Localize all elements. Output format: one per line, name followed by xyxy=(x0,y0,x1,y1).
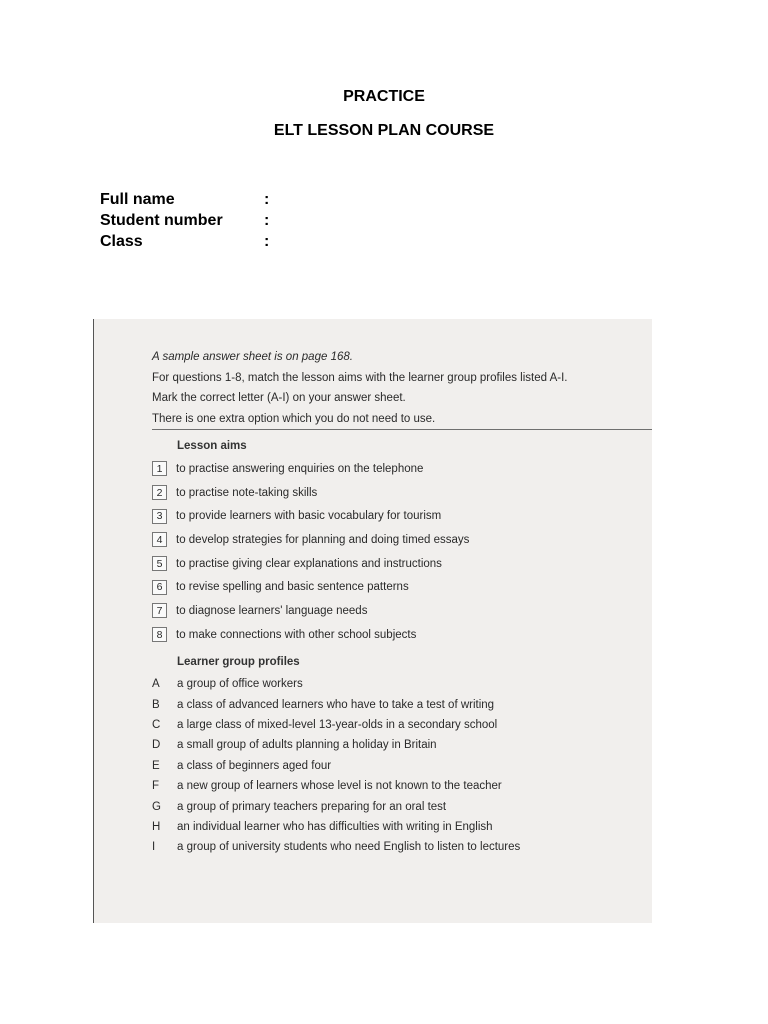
student-info xyxy=(100,189,284,252)
aim-text: to develop strategies for planning and doing timed essays xyxy=(176,533,470,546)
aim-text: to practise giving clear explanations and instructions xyxy=(176,557,442,570)
full-name-row xyxy=(100,189,284,210)
aim-number-box: 2 xyxy=(152,485,167,500)
profile-item xyxy=(152,674,520,694)
aim-text: to diagnose learners' language needs xyxy=(176,604,368,617)
profile-text: a class of beginners aged four xyxy=(177,759,332,772)
profile-letter: C xyxy=(152,718,161,731)
aim-text: to practise answering enquiries on the telephone xyxy=(176,462,424,475)
aim-text: to revise spelling and basic sentence patterns xyxy=(176,581,409,594)
page-subtitle: ELT LESSON PLAN COURSE xyxy=(273,122,495,139)
profile-item xyxy=(152,694,520,714)
profile-letter: H xyxy=(152,820,161,833)
class-label: Class xyxy=(100,233,143,250)
aim-text: to practise note-taking skills xyxy=(176,486,318,499)
profile-text: an individual learner who has difficulties with writing in English xyxy=(177,820,493,833)
profile-text: a large class of mixed-level 13-year-olds in a secondary school xyxy=(177,718,498,731)
page-title: PRACTICE xyxy=(343,88,425,105)
profile-item xyxy=(152,817,520,837)
profile-item xyxy=(152,735,520,755)
profile-text: a small group of adults planning a holiday in Britain xyxy=(177,739,437,752)
aim-item xyxy=(152,457,469,481)
profile-text: a group of university students who need English to listen to lectures xyxy=(177,841,521,854)
scanned-exercise xyxy=(93,319,652,923)
instruction-line: A sample answer sheet is on page 168. xyxy=(152,351,353,363)
class-colon: : xyxy=(264,233,270,250)
aim-item xyxy=(152,599,469,623)
aim-number-box: 6 xyxy=(152,580,167,595)
instruction-line: For questions 1-8, match the lesson aims with the learner group profiles listed A-I. xyxy=(152,371,568,384)
profile-letter: G xyxy=(152,800,161,813)
aim-item xyxy=(152,481,469,505)
profile-letter: D xyxy=(152,739,161,752)
aim-item xyxy=(152,623,469,647)
aim-number-box: 7 xyxy=(152,603,167,618)
full-name-label: Full name xyxy=(100,191,175,208)
aim-number-box: 5 xyxy=(152,556,167,571)
aim-item xyxy=(152,575,469,599)
profile-text: a group of office workers xyxy=(177,678,303,691)
instruction-line: There is one extra option which you do not need to use. xyxy=(152,412,436,425)
aims-heading: Lesson aims xyxy=(177,440,247,452)
student-number-colon: : xyxy=(264,212,270,229)
profile-item xyxy=(152,837,520,857)
aim-item xyxy=(152,528,469,552)
profile-item xyxy=(152,715,520,735)
aim-number-box: 8 xyxy=(152,627,167,642)
profile-item xyxy=(152,756,520,776)
profile-item xyxy=(152,776,520,796)
aim-number-box: 3 xyxy=(152,509,167,524)
divider xyxy=(152,429,652,430)
instruction-line: Mark the correct letter (A-I) on your answer sheet. xyxy=(152,392,406,404)
profile-item xyxy=(152,796,520,816)
class-row xyxy=(100,231,284,252)
profiles-heading: Learner group profiles xyxy=(177,656,300,668)
student-number-row xyxy=(100,210,284,231)
instructions xyxy=(152,347,567,429)
aim-item xyxy=(152,504,469,528)
full-name-colon: : xyxy=(264,191,270,208)
profile-letter: I xyxy=(152,841,156,854)
profile-text: a new group of learners whose level is not known to the teacher xyxy=(177,780,502,793)
profile-text: a group of primary teachers preparing for an oral test xyxy=(177,800,447,813)
aim-text: to provide learners with basic vocabulary for tourism xyxy=(176,510,442,523)
profile-letter: E xyxy=(152,759,160,772)
profile-letter: A xyxy=(152,678,160,691)
aim-item xyxy=(152,552,469,576)
profile-letter: F xyxy=(152,780,160,793)
aim-number-box: 4 xyxy=(152,532,167,547)
aims-list xyxy=(152,457,469,647)
profile-letter: B xyxy=(152,698,160,711)
aim-number-box: 1 xyxy=(152,461,167,476)
profile-text: a class of advanced learners who have to take a test of writing xyxy=(177,698,495,711)
profiles-list xyxy=(152,674,520,858)
aim-text: to make connections with other school subjects xyxy=(176,628,417,641)
student-number-label: Student number xyxy=(100,212,223,229)
